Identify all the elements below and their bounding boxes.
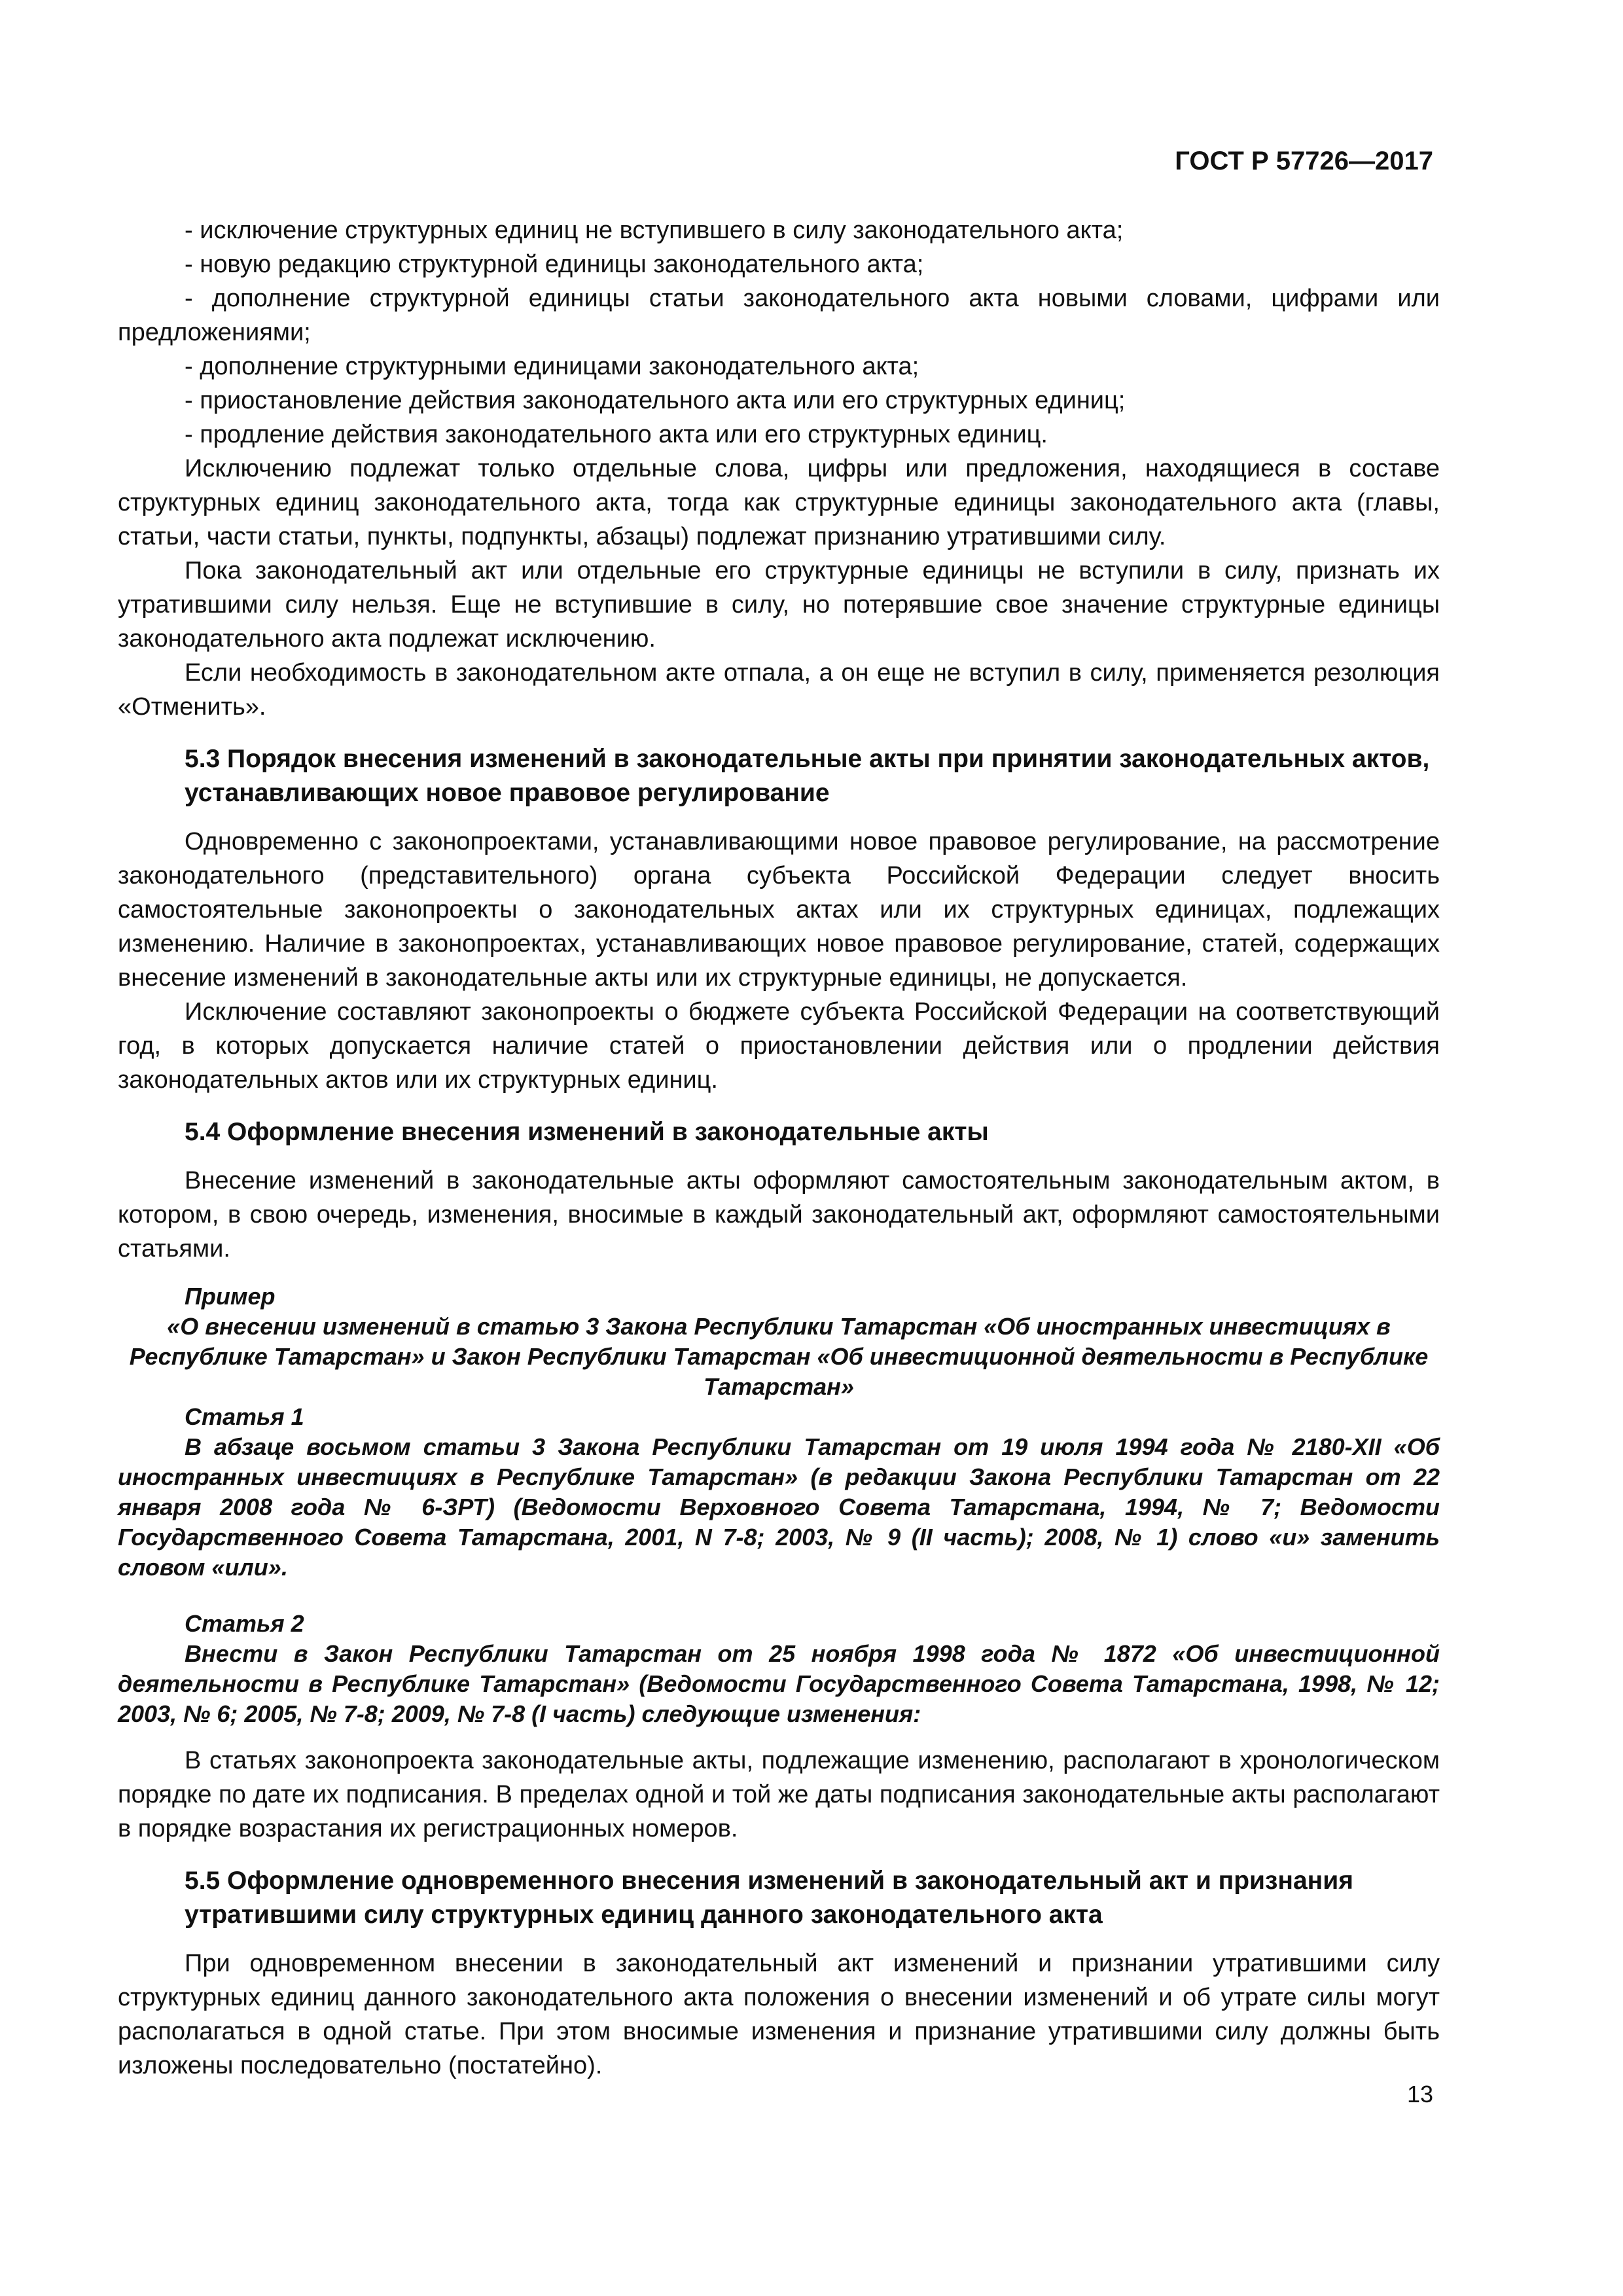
document-code: ГОСТ Р 57726—2017 bbox=[1175, 147, 1433, 175]
list-item: - новую редакцию структурной единицы законодательного акта; bbox=[185, 251, 924, 278]
article-1-text: В абзаце восьмом статьи 3 Закона Республики Татарстан от 19 июля 1994 года № 2180-XII «Об иностранных инвестициях в Республике Татарстан» (в редакции Закона Республики Татарстан от 22 января 2008 года № 6-ЗРТ) (Ведомости Верховного Совета Татарстана, 1994, № 7; Ведомости Государственного Совета Татарстана, 2001, N 7-8; 2003, № 9 (II часть); 2008, № 1) слово «и» заменить словом «или». bbox=[118, 1433, 1440, 1581]
paragraph: В статьях законопроекта законодательные акты, подлежащие изменению, располагают в хронологическом порядке по дате их подписания. В пределах одной и той же даты подписания законодательные акты располагают в порядке возрастания их регистрационных номеров. bbox=[118, 1747, 1440, 1842]
paragraph: Исключение составляют законопроекты о бюджете субъекта Российской Федерации на соответствующий год, в которых допускается наличие статей о приостановлении действия или о продлении действия законодательных актов или их структурных единиц. bbox=[118, 998, 1440, 1094]
page-content bbox=[118, 213, 1440, 2083]
list-item: - дополнение структурной единицы статьи законодательного акта новыми словами, цифрами или предложениями; bbox=[118, 285, 1440, 346]
paragraph: Внесение изменений в законодательные акты оформляют самостоятельным законодательным актом, в котором, в свою очередь, изменения, вносимые в каждый законодательный акт, оформляют самостоятельными статьями. bbox=[118, 1167, 1440, 1263]
article-2-text: Внести в Закон Республики Татарстан от 25 ноября 1998 года № 1872 «Об инвестиционной деятельности в Республике Татарстан» (Ведомости Государственного Совета Татарстана, 1998, № 12; 2003, № 6; 2005, № 7-8; 2009, № 7-8 (I часть) следующие изменения: bbox=[118, 1640, 1440, 1727]
list-item: - продление действия законодательного акта или его структурных единиц. bbox=[185, 421, 1048, 448]
list-item: - дополнение структурными единицами законодательного акта; bbox=[185, 353, 919, 380]
example-title: «О внесении изменений в статью 3 Закона Республики Татарстан «Об иностранных инвестициях в Республике Татарстан» и Закон Республики Татарстан «Об инвестиционной деятельности в Республике Татарстан» bbox=[129, 1313, 1429, 1400]
section-heading-5-3: 5.3 Порядок внесения изменений в законодательные акты при принятии законодательных актов, устанавливающих новое правовое регулирование bbox=[185, 745, 1430, 807]
paragraph: При одновременном внесении в законодательный акт изменений и признании утратившими силу структурных единиц данного законодательного акта положения о внесении изменений и об утрате силы могут располагаться в одной статье. При этом вносимые изменения и признание утратившими силу должны быть изложены последовательно (постатейно). bbox=[118, 1950, 1440, 2079]
example-label: Пример bbox=[185, 1283, 276, 1310]
paragraph: Исключению подлежат только отдельные слова, цифры или предложения, находящиеся в составе структурных единиц законодательного акта, тогда как структурные единицы законодательного акта (главы, статьи, части статьи, пункты, подпункты, абзацы) подлежат признанию утратившими силу. bbox=[118, 455, 1440, 550]
section-heading-5-5: 5.5 Оформление одновременного внесения изменений в законодательный акт и признания утратившими силу структурных единиц данного законодательного акта bbox=[185, 1867, 1353, 1929]
paragraph: Одновременно с законопроектами, устанавливающими новое правовое регулирование, на рассмотрение законодательного (представительного) органа субъекта Российской Федерации следует вносить самостоятельные законопроекты о законодательных актах или их структурных единицах, подлежащих изменению. Наличие в законопроектах, устанавливающих новое правовое регулирование, статей, содержащих внесение изменений в законодательные акты или их структурные единицы, не допускается. bbox=[118, 828, 1440, 992]
section-heading-5-4: 5.4 Оформление внесения изменений в законодательные акты bbox=[185, 1118, 989, 1146]
article-1-label: Статья 1 bbox=[185, 1403, 304, 1430]
article-2-label: Статья 2 bbox=[185, 1610, 304, 1637]
paragraph: Пока законодательный акт или отдельные его структурные единицы не вступили в силу, признать их утратившими силу нельзя. Еще не вступившие в силу, но потерявшие свое значение структурные единицы законодательного акта подлежат исключению. bbox=[118, 557, 1440, 653]
page-number: 13 bbox=[1406, 2081, 1433, 2108]
list-item: - исключение структурных единиц не вступившего в силу законодательного акта; bbox=[185, 217, 1124, 244]
list-item: - приостановление действия законодательного акта или его структурных единиц; bbox=[185, 387, 1126, 414]
paragraph: Если необходимость в законодательном акте отпала, а он еще не вступил в силу, применяется резолюция «Отменить». bbox=[118, 659, 1440, 721]
